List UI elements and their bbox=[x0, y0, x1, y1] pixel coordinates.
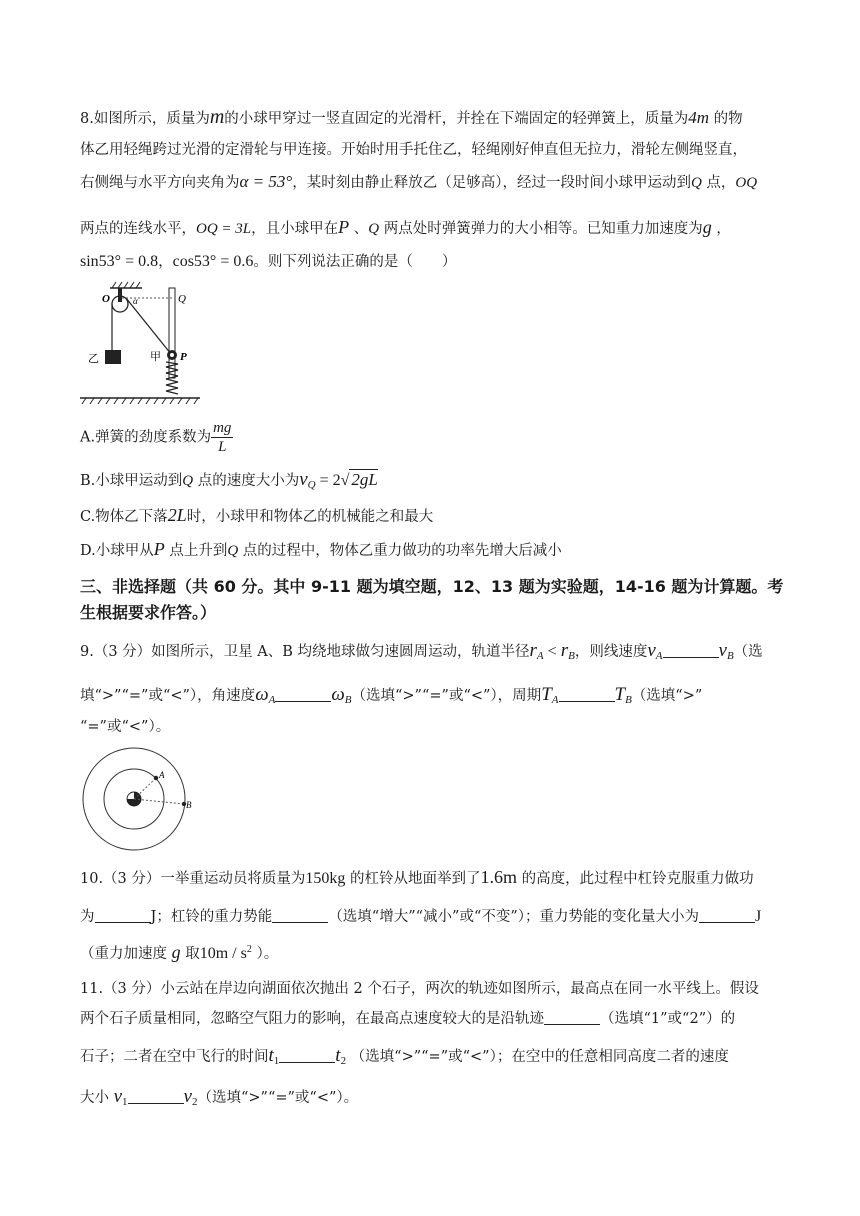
text: C.物体乙下落 bbox=[80, 509, 168, 525]
fraction-mg-over-l bbox=[211, 419, 233, 456]
math-sub-2: 2 bbox=[340, 1055, 347, 1067]
math-alpha: α = 53° bbox=[239, 172, 293, 191]
q8-line-3 bbox=[80, 172, 757, 193]
math-v: v bbox=[299, 469, 308, 490]
math-omega: ω bbox=[255, 684, 269, 705]
answer-blank[interactable] bbox=[272, 908, 328, 923]
math-sub-q: Q bbox=[307, 479, 316, 491]
q8-line-2: 体乙用轻绳跨过光滑的定滑轮与甲连接。开始时用手托住乙，轻绳刚好伸直但无拉力，滑轮左侧绳竖直， bbox=[80, 142, 747, 158]
text: 。则下列说法正确的是（ ） bbox=[253, 254, 457, 270]
answer-blank[interactable] bbox=[663, 643, 719, 658]
label-o: O bbox=[102, 293, 110, 305]
math-t: t bbox=[268, 1045, 274, 1066]
q8-line-5: sin53° = 0.8，cos53° = 0.6。则下列说法正确的是（ ） bbox=[80, 253, 457, 270]
math-q: Q bbox=[227, 543, 239, 559]
math-sub-a: A bbox=[655, 650, 663, 662]
math-p: P bbox=[338, 217, 350, 237]
math-mass: 150kg bbox=[305, 870, 346, 887]
text: 9.（3 分）如图所示，卫星 A、B 均绕地球做匀速圆周运动，轨道半径 bbox=[80, 644, 530, 660]
text: 填“>”“=”或“<”），角速度 bbox=[80, 688, 256, 704]
text: 右侧绳与水平方向夹角为 bbox=[80, 175, 240, 191]
text: 取 bbox=[180, 946, 200, 962]
answer-blank[interactable] bbox=[279, 1048, 335, 1063]
text: ，某时刻由静止释放乙（足够高），经过一段时间小球甲运动到 bbox=[292, 175, 691, 191]
answer-blank[interactable] bbox=[544, 1010, 600, 1025]
text: 石子；二者在空中飞行的时间 bbox=[80, 1049, 269, 1065]
text: 点上升到 bbox=[164, 543, 228, 559]
text: B.小球甲运动到 bbox=[80, 473, 183, 489]
text: （选填“增大”“减小”或“不变”）；重力势能的变化量大小为 bbox=[328, 909, 700, 925]
math-g: g bbox=[171, 942, 181, 962]
math-sub-a: A bbox=[551, 694, 559, 706]
label-b: B bbox=[186, 800, 192, 810]
math-t: t bbox=[335, 1045, 341, 1066]
q8-pulley-figure bbox=[80, 282, 200, 407]
math-oq-3l: OQ = 3L bbox=[196, 221, 252, 237]
text: 8.如图所示，质量为 bbox=[80, 111, 210, 127]
text: 的小球甲穿过一竖直固定的光滑杆，并拴在下端固定的轻弹簧上，质量为 bbox=[224, 111, 689, 127]
answer-blank[interactable] bbox=[699, 908, 755, 923]
text: 、 bbox=[349, 221, 369, 237]
answer-blank[interactable] bbox=[275, 687, 331, 702]
math-v: v bbox=[183, 1086, 192, 1107]
math-sqrt-2gl: 2gL bbox=[351, 470, 378, 489]
q9-line-3: “=”或“<”）。 bbox=[80, 719, 171, 735]
text: ）。 bbox=[251, 946, 279, 962]
text: ，则线速度 bbox=[574, 644, 648, 660]
math-oq: OQ bbox=[735, 175, 758, 191]
q11-line-3 bbox=[80, 1046, 729, 1071]
text: 两个石子质量相同，忽略空气阻力的影响，在最高点速度较大的是沿轨迹 bbox=[80, 1011, 544, 1027]
q9-line-1 bbox=[80, 641, 763, 666]
q10-line-3 bbox=[80, 940, 278, 964]
q11-line-2 bbox=[80, 1009, 735, 1029]
denominator: L bbox=[218, 439, 227, 455]
q8-option-c bbox=[80, 505, 433, 527]
text: 10.（3 分）一举重运动员将质量为 bbox=[80, 871, 306, 887]
unit-j: J bbox=[755, 908, 762, 925]
math-r: r bbox=[529, 640, 537, 661]
section-3-heading: 三、非选择题（共 60 分。其中 9-11 题为填空题，12、13 题为实验题，14-16 题为计算题。考生根据要求作答。） bbox=[80, 577, 784, 622]
text: （选填“>”“=”或“<”），周期 bbox=[351, 688, 542, 704]
math-t: T bbox=[541, 684, 552, 705]
math-q: Q bbox=[690, 175, 702, 191]
math-sub-1: 1 bbox=[273, 1055, 280, 1067]
text: 点， bbox=[701, 175, 736, 191]
label-jia: 甲 bbox=[150, 350, 161, 363]
q11-line-1: 11.（3 分）小云站在岸边向湖面依次抛出 2 个石子，两次的轨迹如图所示，最高点在同一水平线上。假设 bbox=[80, 981, 759, 997]
label-yi: 乙 bbox=[88, 352, 99, 365]
text: （选填“>”“=”或“<”）。 bbox=[197, 1090, 359, 1106]
math-sub-b: B bbox=[726, 650, 734, 662]
q9-line-2 bbox=[80, 685, 702, 710]
text: 的高度，此过程中杠铃克服重力做功 bbox=[517, 871, 754, 887]
text: J；杠铃的重力势能 bbox=[150, 909, 273, 925]
text: 的物 bbox=[709, 111, 743, 127]
q11-line-4 bbox=[80, 1087, 358, 1112]
label-q: Q bbox=[178, 293, 186, 305]
text: （选填“>” bbox=[631, 688, 703, 704]
text: ，且小球甲在 bbox=[251, 221, 339, 237]
q10-line-2 bbox=[80, 907, 761, 927]
math-m: m bbox=[209, 106, 225, 128]
text: （选填“>”“=”或“<”）；在空中的任意相同高度二者的速度 bbox=[346, 1049, 729, 1065]
q9-orbit-figure bbox=[80, 750, 190, 850]
q8-line-1 bbox=[80, 107, 743, 129]
text: 的杠铃从地面举到了 bbox=[345, 871, 481, 887]
text: 点的速度大小为 bbox=[193, 473, 300, 489]
math-sup-2: 2 bbox=[246, 944, 252, 955]
text: （重力加速度 bbox=[80, 946, 172, 962]
math-sin: sin53° = 0.8 bbox=[80, 253, 159, 270]
math-sub-2: 2 bbox=[191, 1096, 198, 1108]
math-sub-a: A bbox=[536, 650, 544, 662]
numerator: mg bbox=[213, 420, 232, 436]
math-sub-a: A bbox=[268, 694, 276, 706]
text: ， bbox=[711, 221, 731, 237]
math-t: T bbox=[614, 684, 626, 705]
text: 为 bbox=[80, 909, 95, 925]
q8-option-b: B.小球甲运动到Q 点的速度大小为$v_Q = 2√$ 2gL bbox=[80, 469, 378, 491]
text: 点的过程中，物体乙重力做功的功率先增大后减小 bbox=[238, 543, 562, 559]
math-v: v bbox=[647, 640, 656, 661]
math-height: 1.6m bbox=[480, 867, 518, 887]
text: A.弹簧的劲度系数为 bbox=[80, 429, 212, 446]
math-accel: 10m / s bbox=[199, 945, 247, 962]
q10-line-1 bbox=[80, 867, 754, 889]
math-g: g bbox=[702, 217, 712, 237]
text: 大小 bbox=[80, 1090, 114, 1106]
math-omega: ω bbox=[331, 684, 345, 705]
label-a: A bbox=[159, 770, 165, 780]
math-q: Q bbox=[182, 473, 194, 489]
math-p: P bbox=[153, 539, 165, 559]
math-sub-b: B bbox=[568, 650, 575, 662]
math-v: v bbox=[113, 1086, 123, 1107]
math-lt: < bbox=[543, 643, 561, 660]
math-cos: cos53° = 0.6 bbox=[172, 253, 254, 270]
q8-option-a bbox=[80, 419, 233, 456]
answer-blank[interactable] bbox=[559, 687, 615, 702]
answer-blank[interactable] bbox=[95, 908, 151, 923]
label-alpha: α bbox=[133, 296, 138, 306]
math-sub-1: 1 bbox=[122, 1096, 128, 1108]
math-q: Q bbox=[368, 221, 380, 237]
math-2l: 2L bbox=[167, 505, 187, 525]
math-sub-b: B bbox=[344, 694, 352, 706]
text: （选 bbox=[733, 644, 763, 660]
math-eq: = 2 bbox=[315, 472, 341, 489]
text: （选填“1”或“2”）的 bbox=[600, 1011, 736, 1027]
math-4m: 4m bbox=[688, 108, 710, 127]
text: 两点的连线水平， bbox=[80, 221, 196, 237]
math-r: r bbox=[560, 640, 569, 661]
text: 时，小球甲和物体乙的机械能之和最大 bbox=[186, 509, 434, 525]
text: D.小球甲从 bbox=[80, 543, 154, 559]
q8-option-d bbox=[80, 539, 562, 561]
answer-blank[interactable] bbox=[128, 1089, 184, 1104]
label-p: P bbox=[180, 351, 187, 363]
math-v: v bbox=[718, 640, 727, 661]
text: 两点处时弹簧弹力的大小相等。已知重力加速度为 bbox=[379, 221, 703, 237]
math-sub-b: B bbox=[625, 694, 632, 706]
q8-line-4 bbox=[80, 217, 731, 239]
